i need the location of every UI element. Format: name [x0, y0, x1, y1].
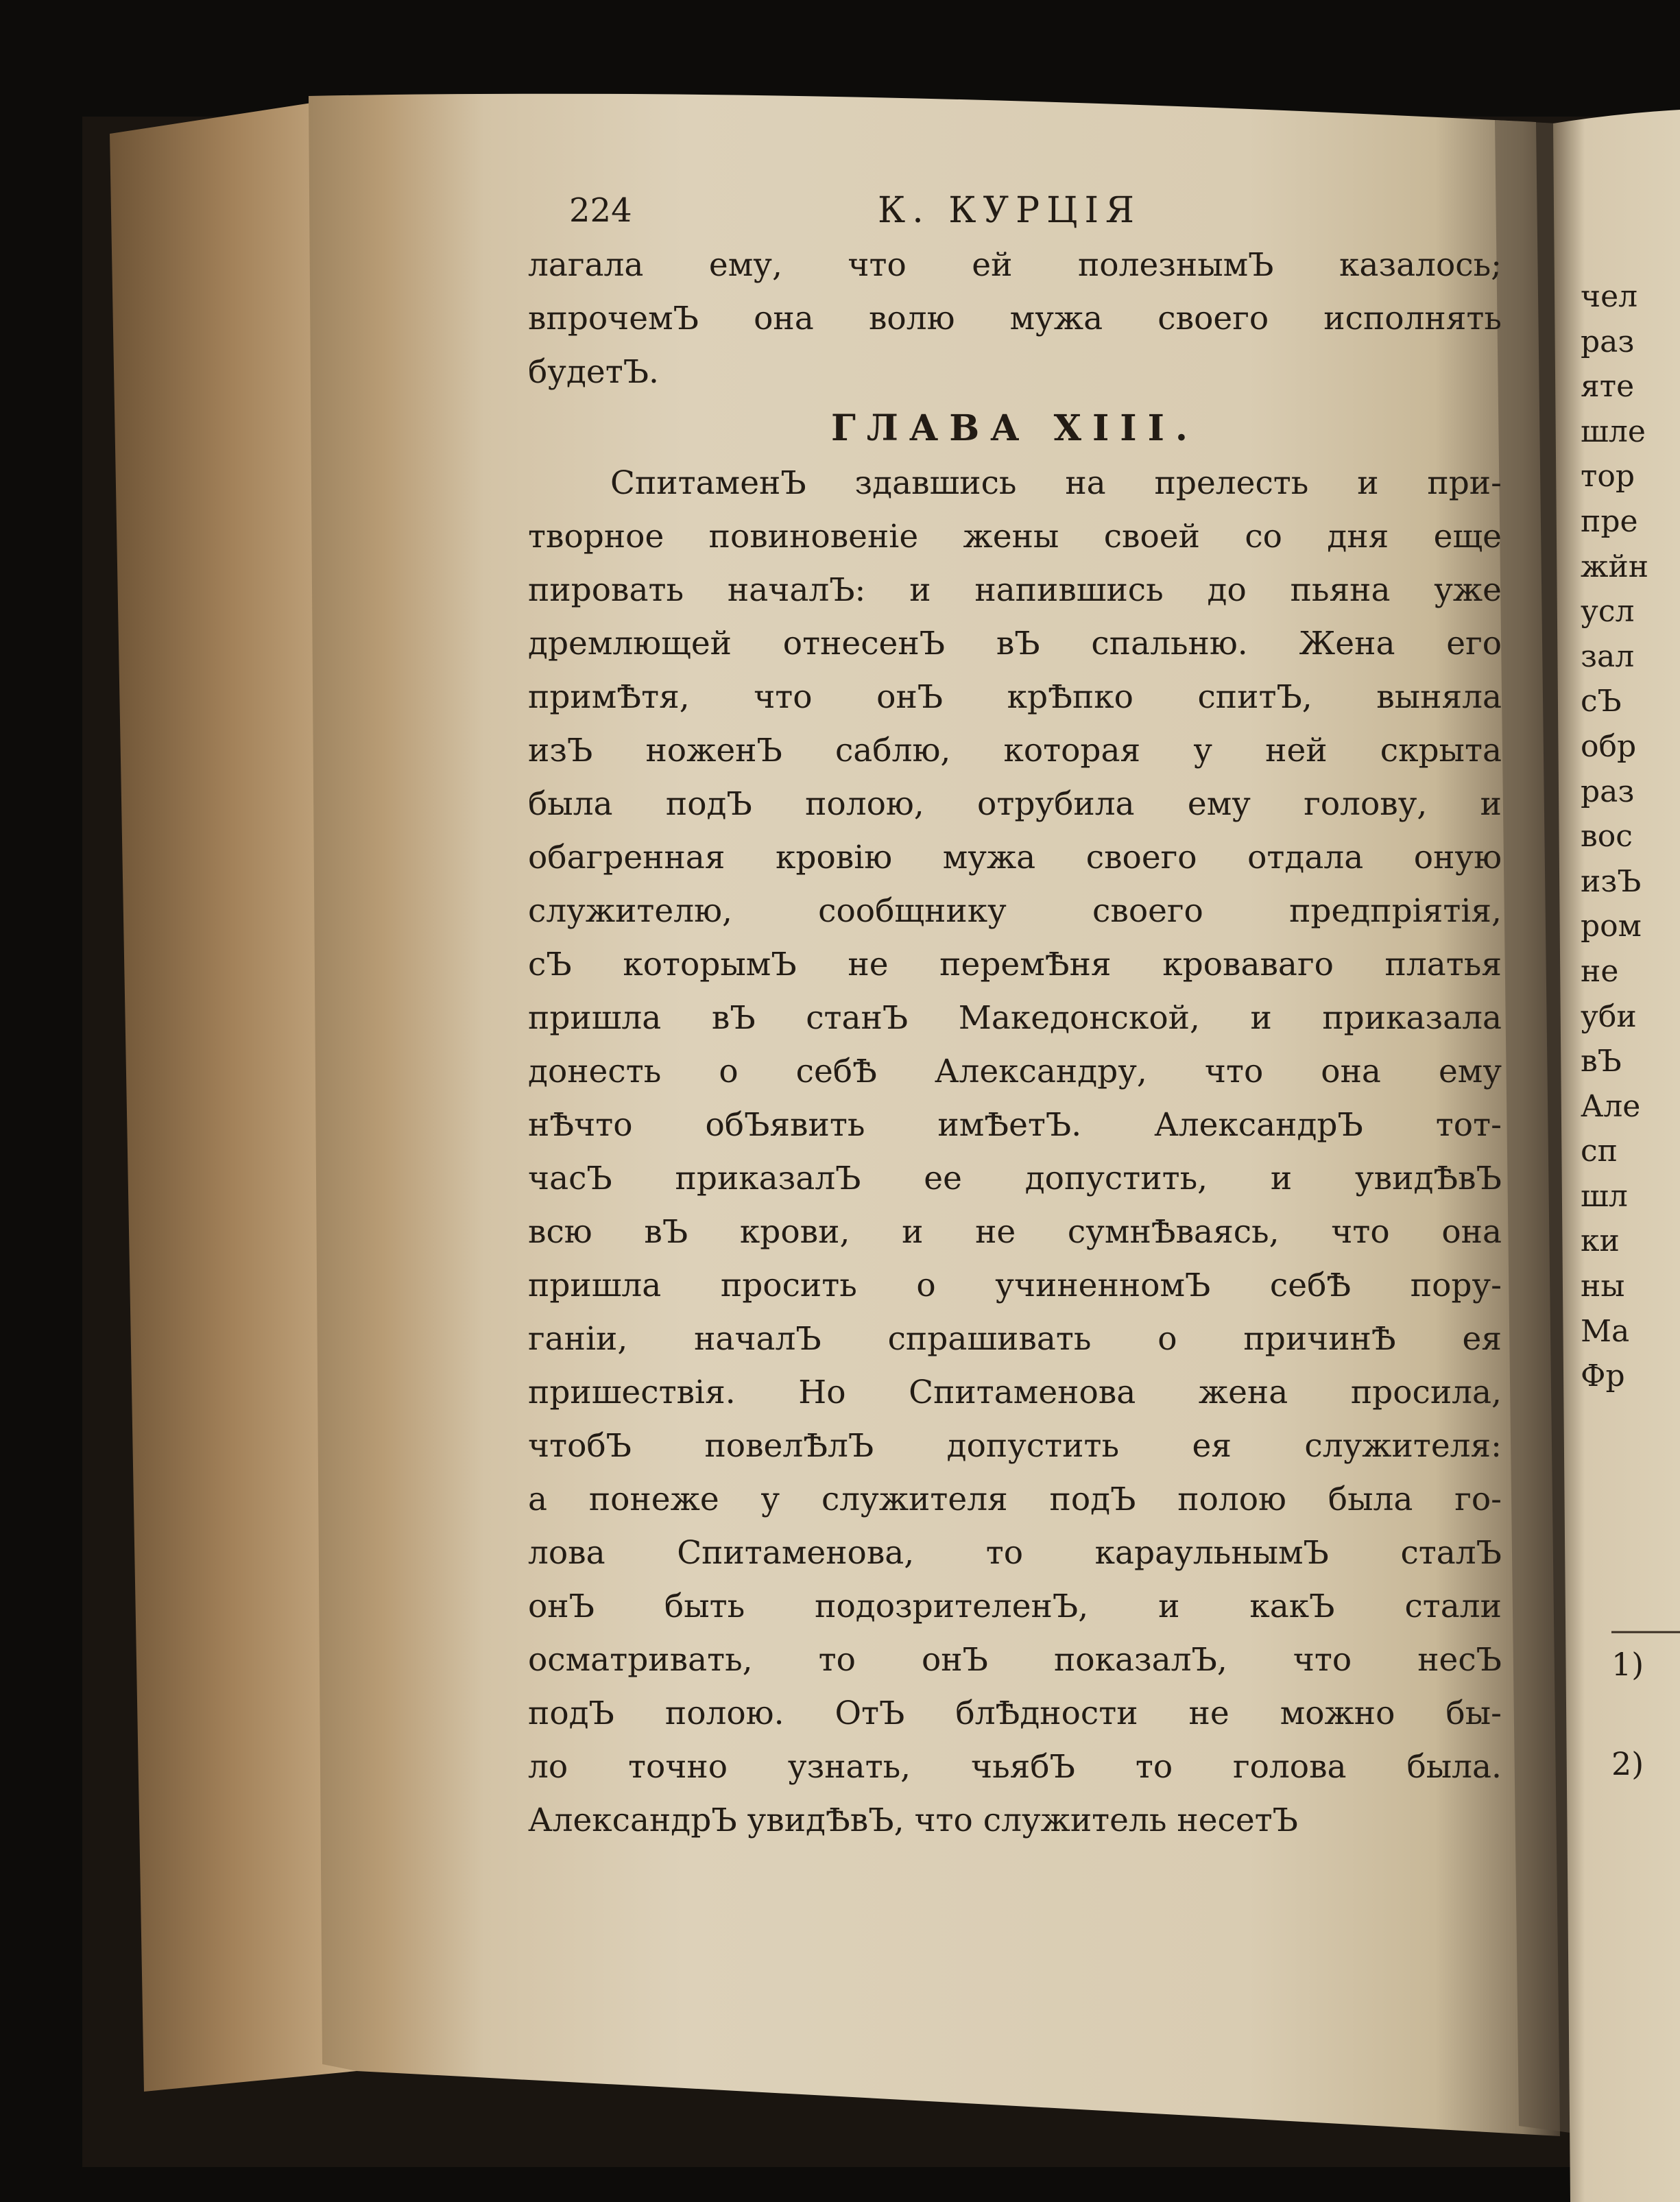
text-line: впрочемЪ она волю мужа своего исполнять — [528, 300, 1502, 337]
text-line: ло точно узнать, чьябЪ то голова была. — [528, 1748, 1502, 1786]
text-line: всю вЪ крови, и не сумнѢваясь, что она — [528, 1213, 1502, 1251]
text-line: а понеже у служителя подЪ полою была го- — [528, 1481, 1502, 1518]
right-page-line-fragment: ром — [1581, 909, 1642, 944]
text-line: ганіи, началЪ спрашивать о причинѢ ея — [528, 1320, 1502, 1358]
text-line: подЪ полою. ОтЪ блѢдности не можно бы- — [528, 1695, 1502, 1732]
right-page-line-fragment: обр — [1581, 728, 1637, 764]
right-page-line-fragment: пре — [1581, 503, 1638, 539]
right-page-line-fragment: сп — [1581, 1134, 1618, 1169]
chapter-heading: ГЛАВА XIII. — [830, 407, 1199, 449]
right-page-line-fragment: вос — [1581, 819, 1633, 854]
chapter-body — [528, 457, 1502, 1847]
text-line: служителю, сообщнику своего предпріятія, — [528, 892, 1502, 930]
right-page-line-fragment: раз — [1581, 324, 1635, 359]
footnote-marker: 1) — [1611, 1646, 1644, 1683]
text-line: примѢтя, что онЪ крѢпко спитЪ, выняла — [528, 678, 1502, 716]
text-line: донесть о себѢ Александру, что она ему — [528, 1053, 1502, 1090]
text-line: творное повиновеніе жены своей со дня еще — [528, 518, 1502, 555]
text-line: лагала ему, что ей полезнымЪ казалось; — [528, 246, 1502, 284]
text-line: была подЪ полою, отрубила ему голову, и — [528, 785, 1502, 823]
text-line: часЪ приказалЪ ее допустить, и увидѢвЪ — [528, 1160, 1502, 1197]
right-page-line-fragment: вЪ — [1581, 1044, 1622, 1079]
text-line: пришествія. Но Спитаменова жена просила, — [528, 1374, 1502, 1411]
text-line: осматривать, то онЪ показалЪ, что несЪ — [528, 1641, 1502, 1679]
footnote-marker: 2) — [1611, 1745, 1644, 1782]
right-page-line-fragment: не — [1581, 953, 1619, 989]
right-page-line-fragment: Фр — [1581, 1359, 1625, 1394]
right-page-text-fragments — [1581, 274, 1677, 1399]
text-line: будетЪ. — [528, 353, 659, 391]
text-line: пришла просить о учиненномЪ себѢ пору- — [528, 1267, 1502, 1304]
left-page-text — [528, 184, 1502, 1847]
right-page-line-fragment: жйн — [1581, 549, 1649, 584]
page-number: 224 — [569, 191, 632, 230]
text-line: лова Спитаменова, то караульнымЪ сталЪ — [528, 1534, 1502, 1572]
text-line: нѢчто обЪявить имѢетЪ. АлександрЪ тот- — [528, 1106, 1502, 1144]
right-page-line-fragment: усл — [1581, 594, 1635, 630]
text-line: чтобЪ повелѢлЪ допустить ея служителя: — [528, 1427, 1502, 1465]
right-page-line-fragment: шл — [1581, 1178, 1628, 1214]
right-page-line-fragment: шле — [1581, 414, 1646, 449]
right-page-line-fragment: чел — [1581, 279, 1638, 314]
right-page-line-fragment: зал — [1581, 638, 1635, 674]
right-page-line-fragment: ны — [1581, 1269, 1625, 1304]
right-page-line-fragment: Але — [1581, 1088, 1641, 1124]
right-page-line-fragment: изЪ — [1581, 863, 1642, 899]
text-line: пировать началЪ: и напившись до пьяна уже — [528, 571, 1502, 609]
right-page-line-fragment: ки — [1581, 1223, 1620, 1259]
text-line: обагренная кровію мужа своего отдала оную — [528, 839, 1502, 876]
right-page-line-fragment: раз — [1581, 774, 1635, 809]
text-line: сЪ которымЪ не перемѢня кроваваго платья — [528, 946, 1502, 983]
text-line: АлександрЪ увидѢвЪ, что служитель несетЪ — [528, 1802, 1298, 1839]
right-page-line-fragment: сЪ — [1581, 684, 1622, 719]
running-head: К. КУРЦІЯ — [878, 190, 1141, 231]
right-page-line-fragment: уби — [1581, 998, 1637, 1034]
text-line: пришла вЪ станЪ Македонской, и приказала — [528, 999, 1502, 1037]
text-line: онЪ быть подозрителенЪ, и какЪ стали — [528, 1588, 1502, 1625]
right-page-line-fragment: Ма — [1581, 1313, 1630, 1349]
text-line: СпитаменЪ здавшись на прелесть и при- — [610, 464, 1502, 502]
text-line: изЪ ноженЪ саблю, которая у ней скрыта — [528, 732, 1502, 769]
right-page-line-fragment: яте — [1581, 369, 1635, 405]
text-line: дремлющей отнесенЪ вЪ спальню. Жена его — [528, 625, 1502, 662]
page-header — [528, 184, 1502, 239]
right-page-line-fragment: тор — [1581, 459, 1635, 494]
